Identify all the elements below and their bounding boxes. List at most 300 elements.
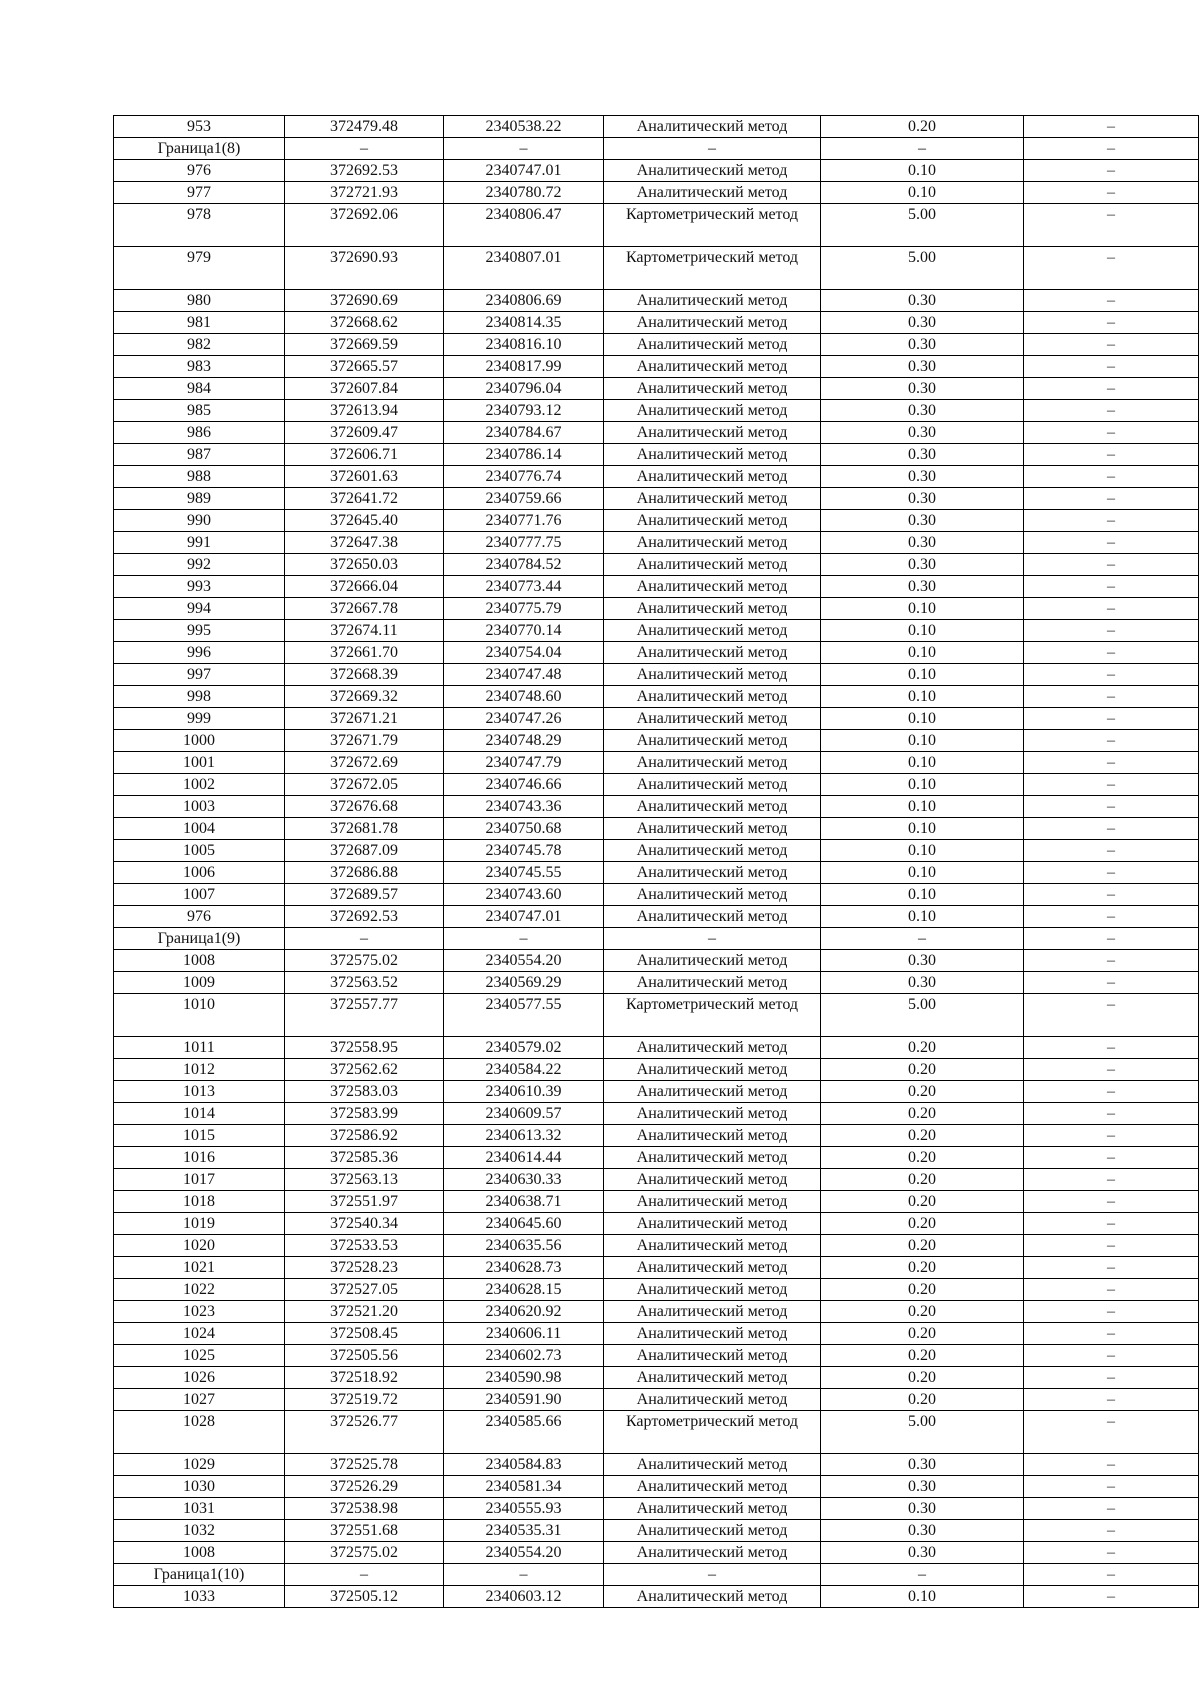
method-cell: Аналитический метод xyxy=(604,686,821,708)
x-coordinate-cell: 372583.03 xyxy=(285,1081,444,1103)
note-cell: – xyxy=(1024,1191,1199,1213)
y-coordinate-cell: – xyxy=(444,1564,604,1586)
note-cell: – xyxy=(1024,1411,1199,1454)
accuracy-cell: 0.10 xyxy=(821,686,1024,708)
point-cell: 1013 xyxy=(114,1081,285,1103)
x-coordinate-cell: 372538.98 xyxy=(285,1498,444,1520)
y-coordinate-cell: 2340609.57 xyxy=(444,1103,604,1125)
note-cell: – xyxy=(1024,247,1199,290)
y-coordinate-cell: 2340584.22 xyxy=(444,1059,604,1081)
table-row xyxy=(114,532,1199,554)
point-cell: 980 xyxy=(114,290,285,312)
y-coordinate-cell: 2340606.11 xyxy=(444,1323,604,1345)
point-cell: 1018 xyxy=(114,1191,285,1213)
point-cell: 1020 xyxy=(114,1235,285,1257)
x-coordinate-cell: 372687.09 xyxy=(285,840,444,862)
accuracy-cell: 0.30 xyxy=(821,488,1024,510)
method-cell: Аналитический метод xyxy=(604,1059,821,1081)
x-coordinate-cell: 372665.57 xyxy=(285,356,444,378)
x-coordinate-cell: 372690.69 xyxy=(285,290,444,312)
point-cell: 1003 xyxy=(114,796,285,818)
point-cell: 1010 xyxy=(114,994,285,1037)
note-cell: – xyxy=(1024,400,1199,422)
table-row xyxy=(114,862,1199,884)
table-row xyxy=(114,204,1199,247)
y-coordinate-cell: 2340743.36 xyxy=(444,796,604,818)
x-coordinate-cell: 372521.20 xyxy=(285,1301,444,1323)
method-cell: Аналитический метод xyxy=(604,1323,821,1345)
point-cell: 976 xyxy=(114,160,285,182)
x-coordinate-cell: 372508.45 xyxy=(285,1323,444,1345)
y-coordinate-cell: 2340538.22 xyxy=(444,116,604,138)
x-coordinate-cell: 372562.62 xyxy=(285,1059,444,1081)
point-cell: 1014 xyxy=(114,1103,285,1125)
note-cell: – xyxy=(1024,1367,1199,1389)
note-cell: – xyxy=(1024,1389,1199,1411)
point-cell: 1019 xyxy=(114,1213,285,1235)
accuracy-cell: 0.30 xyxy=(821,422,1024,444)
accuracy-cell: 0.10 xyxy=(821,862,1024,884)
accuracy-cell: 0.10 xyxy=(821,664,1024,686)
table-row xyxy=(114,1411,1199,1454)
table-row xyxy=(114,884,1199,906)
table-row xyxy=(114,1345,1199,1367)
y-coordinate-cell: 2340784.67 xyxy=(444,422,604,444)
table-row xyxy=(114,1301,1199,1323)
x-coordinate-cell: 372609.47 xyxy=(285,422,444,444)
accuracy-cell: 0.10 xyxy=(821,1586,1024,1608)
table-row xyxy=(114,334,1199,356)
table-row xyxy=(114,1235,1199,1257)
table-row xyxy=(114,1520,1199,1542)
accuracy-cell: 0.20 xyxy=(821,1037,1024,1059)
point-cell: 989 xyxy=(114,488,285,510)
x-coordinate-cell: 372479.48 xyxy=(285,116,444,138)
accuracy-cell: 0.10 xyxy=(821,160,1024,182)
accuracy-cell: 0.10 xyxy=(821,818,1024,840)
method-cell: Аналитический метод xyxy=(604,1213,821,1235)
method-cell: Аналитический метод xyxy=(604,840,821,862)
point-cell: 987 xyxy=(114,444,285,466)
x-coordinate-cell: 372505.12 xyxy=(285,1586,444,1608)
point-cell: 988 xyxy=(114,466,285,488)
y-coordinate-cell: 2340775.79 xyxy=(444,598,604,620)
accuracy-cell: 0.30 xyxy=(821,510,1024,532)
table-row xyxy=(114,840,1199,862)
method-cell: Аналитический метод xyxy=(604,532,821,554)
y-coordinate-cell: 2340628.15 xyxy=(444,1279,604,1301)
point-cell: 1000 xyxy=(114,730,285,752)
note-cell: – xyxy=(1024,1103,1199,1125)
coordinates-table-body xyxy=(114,116,1199,1608)
point-cell: 999 xyxy=(114,708,285,730)
point-cell: 1008 xyxy=(114,1542,285,1564)
accuracy-cell: 0.10 xyxy=(821,796,1024,818)
table-row xyxy=(114,598,1199,620)
note-cell: – xyxy=(1024,1520,1199,1542)
accuracy-cell: 0.30 xyxy=(821,1498,1024,1520)
accuracy-cell: 0.30 xyxy=(821,290,1024,312)
table-row xyxy=(114,138,1199,160)
y-coordinate-cell: 2340635.56 xyxy=(444,1235,604,1257)
y-coordinate-cell: 2340614.44 xyxy=(444,1147,604,1169)
table-row xyxy=(114,290,1199,312)
table-row xyxy=(114,444,1199,466)
accuracy-cell: 0.30 xyxy=(821,378,1024,400)
method-cell: Аналитический метод xyxy=(604,444,821,466)
method-cell: Аналитический метод xyxy=(604,598,821,620)
y-coordinate-cell: 2340748.29 xyxy=(444,730,604,752)
y-coordinate-cell: 2340786.14 xyxy=(444,444,604,466)
x-coordinate-cell: 372676.68 xyxy=(285,796,444,818)
x-coordinate-cell: 372672.69 xyxy=(285,752,444,774)
note-cell: – xyxy=(1024,554,1199,576)
table-row xyxy=(114,1169,1199,1191)
y-coordinate-cell: 2340610.39 xyxy=(444,1081,604,1103)
method-cell: Аналитический метод xyxy=(604,620,821,642)
table-row xyxy=(114,818,1199,840)
x-coordinate-cell: 372645.40 xyxy=(285,510,444,532)
y-coordinate-cell: 2340555.93 xyxy=(444,1498,604,1520)
table-row xyxy=(114,1498,1199,1520)
accuracy-cell: 0.20 xyxy=(821,1059,1024,1081)
note-cell: – xyxy=(1024,116,1199,138)
accuracy-cell: 0.30 xyxy=(821,972,1024,994)
method-cell: Аналитический метод xyxy=(604,576,821,598)
y-coordinate-cell: 2340747.01 xyxy=(444,906,604,928)
point-cell: 1004 xyxy=(114,818,285,840)
accuracy-cell: 0.30 xyxy=(821,1520,1024,1542)
table-row xyxy=(114,1059,1199,1081)
y-coordinate-cell: 2340796.04 xyxy=(444,378,604,400)
point-cell: 1021 xyxy=(114,1257,285,1279)
point-cell: 1030 xyxy=(114,1476,285,1498)
note-cell: – xyxy=(1024,204,1199,247)
point-cell: 953 xyxy=(114,116,285,138)
note-cell: – xyxy=(1024,730,1199,752)
note-cell: – xyxy=(1024,334,1199,356)
point-cell: 1006 xyxy=(114,862,285,884)
x-coordinate-cell: 372686.88 xyxy=(285,862,444,884)
note-cell: – xyxy=(1024,1147,1199,1169)
table-row xyxy=(114,1389,1199,1411)
method-cell: Аналитический метод xyxy=(604,730,821,752)
point-cell: 1024 xyxy=(114,1323,285,1345)
point-cell: 1025 xyxy=(114,1345,285,1367)
y-coordinate-cell: 2340577.55 xyxy=(444,994,604,1037)
method-cell: Аналитический метод xyxy=(604,290,821,312)
y-coordinate-cell: 2340638.71 xyxy=(444,1191,604,1213)
x-coordinate-cell: – xyxy=(285,928,444,950)
y-coordinate-cell: 2340807.01 xyxy=(444,247,604,290)
x-coordinate-cell: 372558.95 xyxy=(285,1037,444,1059)
note-cell: – xyxy=(1024,1279,1199,1301)
note-cell: – xyxy=(1024,160,1199,182)
x-coordinate-cell: 372563.52 xyxy=(285,972,444,994)
note-cell: – xyxy=(1024,950,1199,972)
method-cell: – xyxy=(604,138,821,160)
method-cell: Аналитический метод xyxy=(604,160,821,182)
accuracy-cell: 5.00 xyxy=(821,994,1024,1037)
accuracy-cell: 0.20 xyxy=(821,1257,1024,1279)
method-cell: Аналитический метод xyxy=(604,1498,821,1520)
method-cell: Аналитический метод xyxy=(604,1081,821,1103)
note-cell: – xyxy=(1024,862,1199,884)
accuracy-cell: 5.00 xyxy=(821,1411,1024,1454)
note-cell: – xyxy=(1024,1301,1199,1323)
coordinates-table xyxy=(113,115,1199,1608)
accuracy-cell: 0.30 xyxy=(821,576,1024,598)
note-cell: – xyxy=(1024,466,1199,488)
table-row xyxy=(114,1037,1199,1059)
point-cell: 1009 xyxy=(114,972,285,994)
point-cell: 1017 xyxy=(114,1169,285,1191)
point-cell: 995 xyxy=(114,620,285,642)
method-cell: Аналитический метод xyxy=(604,642,821,664)
accuracy-cell: 0.30 xyxy=(821,532,1024,554)
table-row xyxy=(114,972,1199,994)
point-cell: 1033 xyxy=(114,1586,285,1608)
note-cell: – xyxy=(1024,1454,1199,1476)
accuracy-cell: 0.10 xyxy=(821,182,1024,204)
point-cell: 992 xyxy=(114,554,285,576)
accuracy-cell: 0.20 xyxy=(821,1125,1024,1147)
method-cell: Аналитический метод xyxy=(604,708,821,730)
x-coordinate-cell: 372563.13 xyxy=(285,1169,444,1191)
table-row xyxy=(114,1103,1199,1125)
table-row xyxy=(114,642,1199,664)
point-cell: 1015 xyxy=(114,1125,285,1147)
table-row xyxy=(114,620,1199,642)
method-cell: Аналитический метод xyxy=(604,1520,821,1542)
point-cell: 1023 xyxy=(114,1301,285,1323)
y-coordinate-cell: – xyxy=(444,928,604,950)
method-cell: Аналитический метод xyxy=(604,752,821,774)
accuracy-cell: 0.10 xyxy=(821,598,1024,620)
x-coordinate-cell: 372551.97 xyxy=(285,1191,444,1213)
note-cell: – xyxy=(1024,488,1199,510)
accuracy-cell: 0.20 xyxy=(821,1323,1024,1345)
point-cell: 1005 xyxy=(114,840,285,862)
x-coordinate-cell: 372669.32 xyxy=(285,686,444,708)
x-coordinate-cell: 372641.72 xyxy=(285,488,444,510)
x-coordinate-cell: 372533.53 xyxy=(285,1235,444,1257)
point-cell: 1008 xyxy=(114,950,285,972)
method-cell: Аналитический метод xyxy=(604,334,821,356)
method-cell: Аналитический метод xyxy=(604,950,821,972)
note-cell: – xyxy=(1024,884,1199,906)
y-coordinate-cell: 2340754.04 xyxy=(444,642,604,664)
note-cell: – xyxy=(1024,620,1199,642)
table-row xyxy=(114,400,1199,422)
table-row xyxy=(114,182,1199,204)
note-cell: – xyxy=(1024,972,1199,994)
x-coordinate-cell: 372526.77 xyxy=(285,1411,444,1454)
method-cell: Аналитический метод xyxy=(604,116,821,138)
point-cell: 1029 xyxy=(114,1454,285,1476)
method-cell: Аналитический метод xyxy=(604,972,821,994)
method-cell: Аналитический метод xyxy=(604,1235,821,1257)
point-cell: 996 xyxy=(114,642,285,664)
note-cell: – xyxy=(1024,1564,1199,1586)
x-coordinate-cell: 372540.34 xyxy=(285,1213,444,1235)
point-cell: 993 xyxy=(114,576,285,598)
method-cell: Аналитический метод xyxy=(604,554,821,576)
accuracy-cell: 0.10 xyxy=(821,752,1024,774)
table-row xyxy=(114,378,1199,400)
accuracy-cell: 0.30 xyxy=(821,334,1024,356)
method-cell: Аналитический метод xyxy=(604,1476,821,1498)
table-row xyxy=(114,1564,1199,1586)
y-coordinate-cell: – xyxy=(444,138,604,160)
y-coordinate-cell: 2340603.12 xyxy=(444,1586,604,1608)
note-cell: – xyxy=(1024,752,1199,774)
x-coordinate-cell: 372661.70 xyxy=(285,642,444,664)
table-row xyxy=(114,1476,1199,1498)
note-cell: – xyxy=(1024,1542,1199,1564)
accuracy-cell: 0.30 xyxy=(821,1542,1024,1564)
y-coordinate-cell: 2340569.29 xyxy=(444,972,604,994)
y-coordinate-cell: 2340747.48 xyxy=(444,664,604,686)
point-cell: 977 xyxy=(114,182,285,204)
accuracy-cell: 0.30 xyxy=(821,466,1024,488)
x-coordinate-cell: 372681.78 xyxy=(285,818,444,840)
y-coordinate-cell: 2340817.99 xyxy=(444,356,604,378)
table-row xyxy=(114,1367,1199,1389)
method-cell: Аналитический метод xyxy=(604,862,821,884)
method-cell: Аналитический метод xyxy=(604,1542,821,1564)
method-cell: Аналитический метод xyxy=(604,422,821,444)
accuracy-cell: 0.30 xyxy=(821,356,1024,378)
note-cell: – xyxy=(1024,1081,1199,1103)
accuracy-cell: 0.20 xyxy=(821,1103,1024,1125)
method-cell: Аналитический метод xyxy=(604,1191,821,1213)
point-cell: 1001 xyxy=(114,752,285,774)
note-cell: – xyxy=(1024,138,1199,160)
x-coordinate-cell: 372672.05 xyxy=(285,774,444,796)
x-coordinate-cell: 372692.53 xyxy=(285,906,444,928)
y-coordinate-cell: 2340770.14 xyxy=(444,620,604,642)
method-cell: Картометрический метод xyxy=(604,994,821,1037)
table-row xyxy=(114,510,1199,532)
note-cell: – xyxy=(1024,422,1199,444)
point-cell: Граница1(9) xyxy=(114,928,285,950)
method-cell: Аналитический метод xyxy=(604,1169,821,1191)
point-cell: 984 xyxy=(114,378,285,400)
point-cell: 1031 xyxy=(114,1498,285,1520)
point-cell: 1011 xyxy=(114,1037,285,1059)
table-row xyxy=(114,1279,1199,1301)
method-cell: Аналитический метод xyxy=(604,1147,821,1169)
y-coordinate-cell: 2340771.76 xyxy=(444,510,604,532)
method-cell: Аналитический метод xyxy=(604,774,821,796)
note-cell: – xyxy=(1024,1345,1199,1367)
note-cell: – xyxy=(1024,906,1199,928)
note-cell: – xyxy=(1024,686,1199,708)
accuracy-cell: 0.10 xyxy=(821,884,1024,906)
y-coordinate-cell: 2340554.20 xyxy=(444,950,604,972)
y-coordinate-cell: 2340746.66 xyxy=(444,774,604,796)
accuracy-cell: 0.20 xyxy=(821,1169,1024,1191)
point-cell: 986 xyxy=(114,422,285,444)
method-cell: Аналитический метод xyxy=(604,356,821,378)
x-coordinate-cell: 372551.68 xyxy=(285,1520,444,1542)
table-row xyxy=(114,312,1199,334)
table-row xyxy=(114,356,1199,378)
note-cell: – xyxy=(1024,576,1199,598)
point-cell: 1032 xyxy=(114,1520,285,1542)
method-cell: Картометрический метод xyxy=(604,247,821,290)
x-coordinate-cell: 372692.06 xyxy=(285,204,444,247)
accuracy-cell: 0.20 xyxy=(821,1389,1024,1411)
accuracy-cell: 0.30 xyxy=(821,444,1024,466)
note-cell: – xyxy=(1024,1235,1199,1257)
method-cell: Аналитический метод xyxy=(604,1389,821,1411)
table-row xyxy=(114,1213,1199,1235)
y-coordinate-cell: 2340630.33 xyxy=(444,1169,604,1191)
accuracy-cell: 5.00 xyxy=(821,204,1024,247)
x-coordinate-cell: 372519.72 xyxy=(285,1389,444,1411)
x-coordinate-cell: 372650.03 xyxy=(285,554,444,576)
y-coordinate-cell: 2340777.75 xyxy=(444,532,604,554)
table-row xyxy=(114,422,1199,444)
x-coordinate-cell: 372671.21 xyxy=(285,708,444,730)
y-coordinate-cell: 2340584.83 xyxy=(444,1454,604,1476)
method-cell: Аналитический метод xyxy=(604,664,821,686)
x-coordinate-cell: 372583.99 xyxy=(285,1103,444,1125)
accuracy-cell: 0.20 xyxy=(821,1147,1024,1169)
table-row xyxy=(114,554,1199,576)
accuracy-cell: 0.30 xyxy=(821,1454,1024,1476)
accuracy-cell: 0.10 xyxy=(821,840,1024,862)
note-cell: – xyxy=(1024,818,1199,840)
y-coordinate-cell: 2340806.69 xyxy=(444,290,604,312)
table-row xyxy=(114,1454,1199,1476)
y-coordinate-cell: 2340554.20 xyxy=(444,1542,604,1564)
table-row xyxy=(114,664,1199,686)
x-coordinate-cell: 372669.59 xyxy=(285,334,444,356)
point-cell: 982 xyxy=(114,334,285,356)
x-coordinate-cell: 372527.05 xyxy=(285,1279,444,1301)
point-cell: 1002 xyxy=(114,774,285,796)
point-cell: 979 xyxy=(114,247,285,290)
note-cell: – xyxy=(1024,532,1199,554)
accuracy-cell: 0.10 xyxy=(821,774,1024,796)
accuracy-cell: 0.20 xyxy=(821,1367,1024,1389)
note-cell: – xyxy=(1024,598,1199,620)
accuracy-cell: – xyxy=(821,928,1024,950)
y-coordinate-cell: 2340784.52 xyxy=(444,554,604,576)
method-cell: Аналитический метод xyxy=(604,1345,821,1367)
accuracy-cell: 0.20 xyxy=(821,1279,1024,1301)
point-cell: 983 xyxy=(114,356,285,378)
x-coordinate-cell: 372671.79 xyxy=(285,730,444,752)
note-cell: – xyxy=(1024,1169,1199,1191)
method-cell: Аналитический метод xyxy=(604,510,821,532)
point-cell: 1007 xyxy=(114,884,285,906)
note-cell: – xyxy=(1024,642,1199,664)
y-coordinate-cell: 2340581.34 xyxy=(444,1476,604,1498)
table-row xyxy=(114,796,1199,818)
point-cell: 1026 xyxy=(114,1367,285,1389)
point-cell: 1027 xyxy=(114,1389,285,1411)
table-row xyxy=(114,1081,1199,1103)
note-cell: – xyxy=(1024,1059,1199,1081)
point-cell: Граница1(10) xyxy=(114,1564,285,1586)
method-cell: Аналитический метод xyxy=(604,796,821,818)
x-coordinate-cell: 372721.93 xyxy=(285,182,444,204)
accuracy-cell: 0.20 xyxy=(821,1345,1024,1367)
